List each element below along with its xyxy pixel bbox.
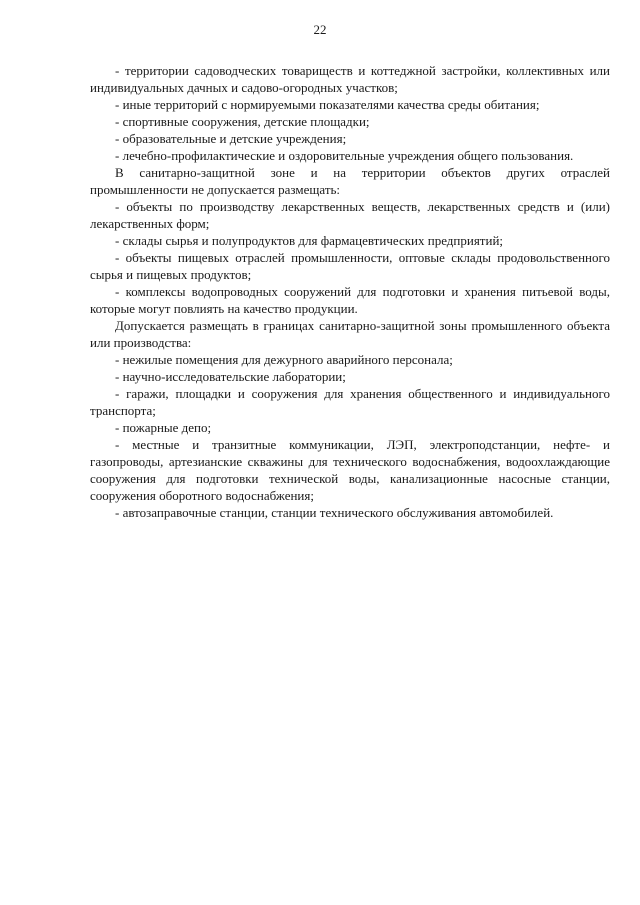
- list-item: - спортивные сооружения, детские площадки;: [115, 114, 370, 129]
- list-item: - объекты пищевых отраслей промышленности, оптовые склады продовольственного сырья и пищевых продуктов;: [90, 250, 610, 282]
- list-item: - автозаправочные станции, станции технического обслуживания автомобилей.: [115, 505, 554, 520]
- list-item: - нежилые помещения для дежурного аварийного персонала;: [115, 352, 453, 367]
- list-item: - гаражи, площадки и сооружения для хранения общественного и индивидуального транспорта;: [90, 386, 610, 418]
- section-paragraph: В санитарно-защитной зоне и на территории объектов других отраслей промышленности не допускается размещать:: [90, 165, 610, 197]
- list-item: - объекты по производству лекарственных веществ, лекарственных средств и (или) лекарственных форм;: [90, 199, 610, 231]
- section-paragraph: Допускается размещать в границах санитарно-защитной зоны промышленного объекта или производства:: [90, 318, 610, 350]
- list-item: - пожарные депо;: [115, 420, 212, 435]
- list-item: - склады сырья и полупродуктов для фармацевтических предприятий;: [115, 233, 504, 248]
- list-item: - территории садоводческих товариществ и коттеджной застройки, коллективных или индивидуальных дачных и садово-огородных участков;: [90, 63, 610, 95]
- list-item: - лечебно-профилактические и оздоровительные учреждения общего пользования.: [115, 148, 574, 163]
- list-item: - образовательные и детские учреждения;: [115, 131, 347, 146]
- list-item: - местные и транзитные коммуникации, ЛЭП, электроподстанции, нефте- и газопроводы, артезианские скважины для технического водоснабжения, водоохлаждающие сооружения для подготовки технической воды, канализационные насосные станции, сооружения оборотного водоснабжения;: [90, 437, 610, 503]
- list-item: - комплексы водопроводных сооружений для подготовки и хранения питьевой воды, которые могут повлиять на качество продукции.: [90, 284, 610, 316]
- document-body: [90, 62, 610, 521]
- list-item: - иные территорий с нормируемыми показателями качества среды обитания;: [115, 97, 540, 112]
- page-number: 22: [313, 22, 327, 37]
- list-item: - научно-исследовательские лаборатории;: [115, 369, 346, 384]
